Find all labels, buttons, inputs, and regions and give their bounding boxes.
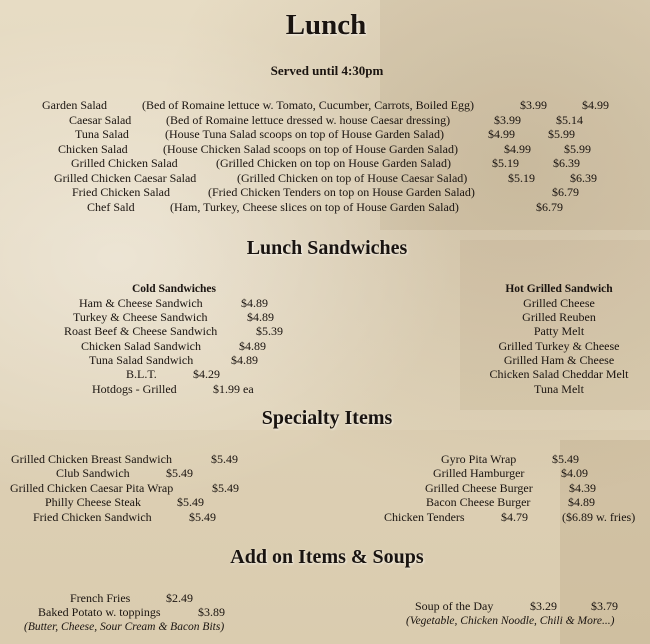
specialty-item-price: $5.49 xyxy=(166,466,193,480)
salad-price-small: $4.99 xyxy=(488,127,515,141)
cold-sandwich-price: $4.29 xyxy=(193,367,220,381)
salad-description: (Grilled Chicken on top of House Caesar Salad) xyxy=(237,171,468,185)
salad-description: (Fried Chicken Tenders on top on House Garden Salad) xyxy=(208,185,475,199)
specialty-item-price: $4.79 xyxy=(501,510,528,524)
salad-price-large: $6.39 xyxy=(570,171,597,185)
salad-name: Tuna Salad xyxy=(75,127,129,141)
specialty-item-name: Fried Chicken Sandwich xyxy=(33,510,152,524)
cold-sandwich-price: $4.89 xyxy=(231,353,258,367)
specialty-item-price: $5.49 xyxy=(552,452,579,466)
cold-sandwich-name: Ham & Cheese Sandwich xyxy=(79,296,203,310)
hot-sandwich-name: Tuna Melt xyxy=(534,382,584,396)
specialty-item-price: $4.39 xyxy=(569,481,596,495)
specialty-item-name: Grilled Chicken Caesar Pita Wrap xyxy=(10,481,174,495)
specialty-item-name: Grilled Chicken Breast Sandwich xyxy=(11,452,172,466)
salad-description: (House Tuna Salad scoops on top of House Garden Salad) xyxy=(165,127,444,141)
cold-sandwich-price: $1.99 ea xyxy=(213,382,254,396)
hot-sandwich-name: Grilled Turkey & Cheese xyxy=(498,339,620,353)
specialty-item-price: $5.49 xyxy=(189,510,216,524)
salad-price-small: $5.19 xyxy=(508,171,535,185)
soup-note: (Vegetable, Chicken Noodle, Chili & More...) xyxy=(406,615,615,627)
cold-sandwich-price: $4.89 xyxy=(247,310,274,324)
cold-sandwich-name: Hotdogs - Grilled xyxy=(92,382,177,396)
section-heading-addons: Add on Items & Soups xyxy=(230,546,424,568)
salad-name: Chef Sald xyxy=(87,200,135,214)
cold-sandwich-name: B.L.T. xyxy=(126,367,157,381)
cold-sandwich-name: Chicken Salad Sandwich xyxy=(81,339,201,353)
salad-name: Fried Chicken Salad xyxy=(72,185,170,199)
salad-name: Garden Salad xyxy=(42,98,107,112)
salad-description: (Grilled Chicken on top on House Garden Salad) xyxy=(216,156,451,170)
section-heading-specialty: Specialty Items xyxy=(261,407,393,429)
salad-price-small: $3.99 xyxy=(520,98,547,112)
salad-price-small: $5.19 xyxy=(492,156,519,170)
salad-price-large: $6.39 xyxy=(553,156,580,170)
salad-price-small: $6.79 xyxy=(552,185,579,199)
hot-sandwich-name: Grilled Ham & Cheese xyxy=(503,353,615,367)
soup-price-bowl: $3.79 xyxy=(591,599,618,613)
soup-price-cup: $3.29 xyxy=(530,599,557,613)
addon-potato-note: (Butter, Cheese, Sour Cream & Bacon Bits) xyxy=(24,621,225,633)
salad-price-small: $3.99 xyxy=(494,113,521,127)
salad-price-large: $5.99 xyxy=(564,142,591,156)
cold-sandwich-price: $4.89 xyxy=(239,339,266,353)
hot-sandwich-name: Grilled Cheese xyxy=(523,296,595,310)
salad-price-large: $5.99 xyxy=(548,127,575,141)
specialty-item-price: $4.09 xyxy=(561,466,588,480)
specialty-item-price: $5.49 xyxy=(211,452,238,466)
specialty-item-price: $5.49 xyxy=(212,481,239,495)
section-heading-sandwiches: Lunch Sandwiches xyxy=(246,237,408,259)
specialty-item-price: $4.89 xyxy=(568,495,595,509)
cold-sandwich-name: Tuna Salad Sandwich xyxy=(89,353,194,367)
specialty-item-name: Gyro Pita Wrap xyxy=(441,452,517,466)
soup-name: Soup of the Day xyxy=(415,599,494,613)
addon-potato-price: $3.89 xyxy=(198,605,225,619)
specialty-item-name: Grilled Hamburger xyxy=(433,466,525,480)
addon-fries-price: $2.49 xyxy=(166,591,193,605)
specialty-item-name: Philly Cheese Steak xyxy=(45,495,141,509)
salad-name: Grilled Chicken Salad xyxy=(71,156,178,170)
salad-price-small: $6.79 xyxy=(536,200,563,214)
specialty-item-name: Bacon Cheese Burger xyxy=(426,495,531,509)
salad-name: Chicken Salad xyxy=(58,142,128,156)
page-title: Lunch xyxy=(285,9,367,41)
salad-name: Caesar Salad xyxy=(69,113,132,127)
addon-fries-name: French Fries xyxy=(70,591,131,605)
specialty-item-price: $5.49 xyxy=(177,495,204,509)
salad-description: (Bed of Romaine lettuce w. Tomato, Cucumber, Carrots, Boiled Egg) xyxy=(142,98,474,112)
specialty-item-extra-price: ($6.89 w. fries) xyxy=(562,510,636,524)
salad-name: Grilled Chicken Caesar Salad xyxy=(54,171,197,185)
specialty-item-name: Grilled Cheese Burger xyxy=(425,481,533,495)
salad-price-small: $4.99 xyxy=(504,142,531,156)
specialty-item-name: Club Sandwich xyxy=(56,466,130,480)
hot-sandwich-name: Grilled Reuben xyxy=(522,310,596,324)
cold-sandwich-price: $4.89 xyxy=(241,296,268,310)
salad-description: (House Chicken Salad scoops on top of House Garden Salad) xyxy=(163,142,458,156)
cold-sandwiches-heading: Cold Sandwiches xyxy=(131,283,217,295)
cold-sandwich-name: Roast Beef & Cheese Sandwich xyxy=(64,324,218,338)
cold-sandwich-name: Turkey & Cheese Sandwich xyxy=(73,310,208,324)
specialty-item-name: Chicken Tenders xyxy=(384,510,465,524)
salad-description: (Bed of Romaine lettuce dressed w. house Caesar dressing) xyxy=(166,113,451,127)
hot-sandwich-name: Patty Melt xyxy=(533,324,585,338)
salad-price-large: $5.14 xyxy=(556,113,583,127)
hot-sandwich-name: Chicken Salad Cheddar Melt xyxy=(489,367,629,381)
salad-price-large: $4.99 xyxy=(582,98,609,112)
served-until-note: Served until 4:30pm xyxy=(270,63,384,78)
hot-sandwiches-heading: Hot Grilled Sandwich xyxy=(505,283,613,295)
salad-description: (Ham, Turkey, Cheese slices on top of House Garden Salad) xyxy=(170,200,459,214)
addon-potato-name: Baked Potato w. toppings xyxy=(38,605,161,619)
cold-sandwich-price: $5.39 xyxy=(256,324,283,338)
